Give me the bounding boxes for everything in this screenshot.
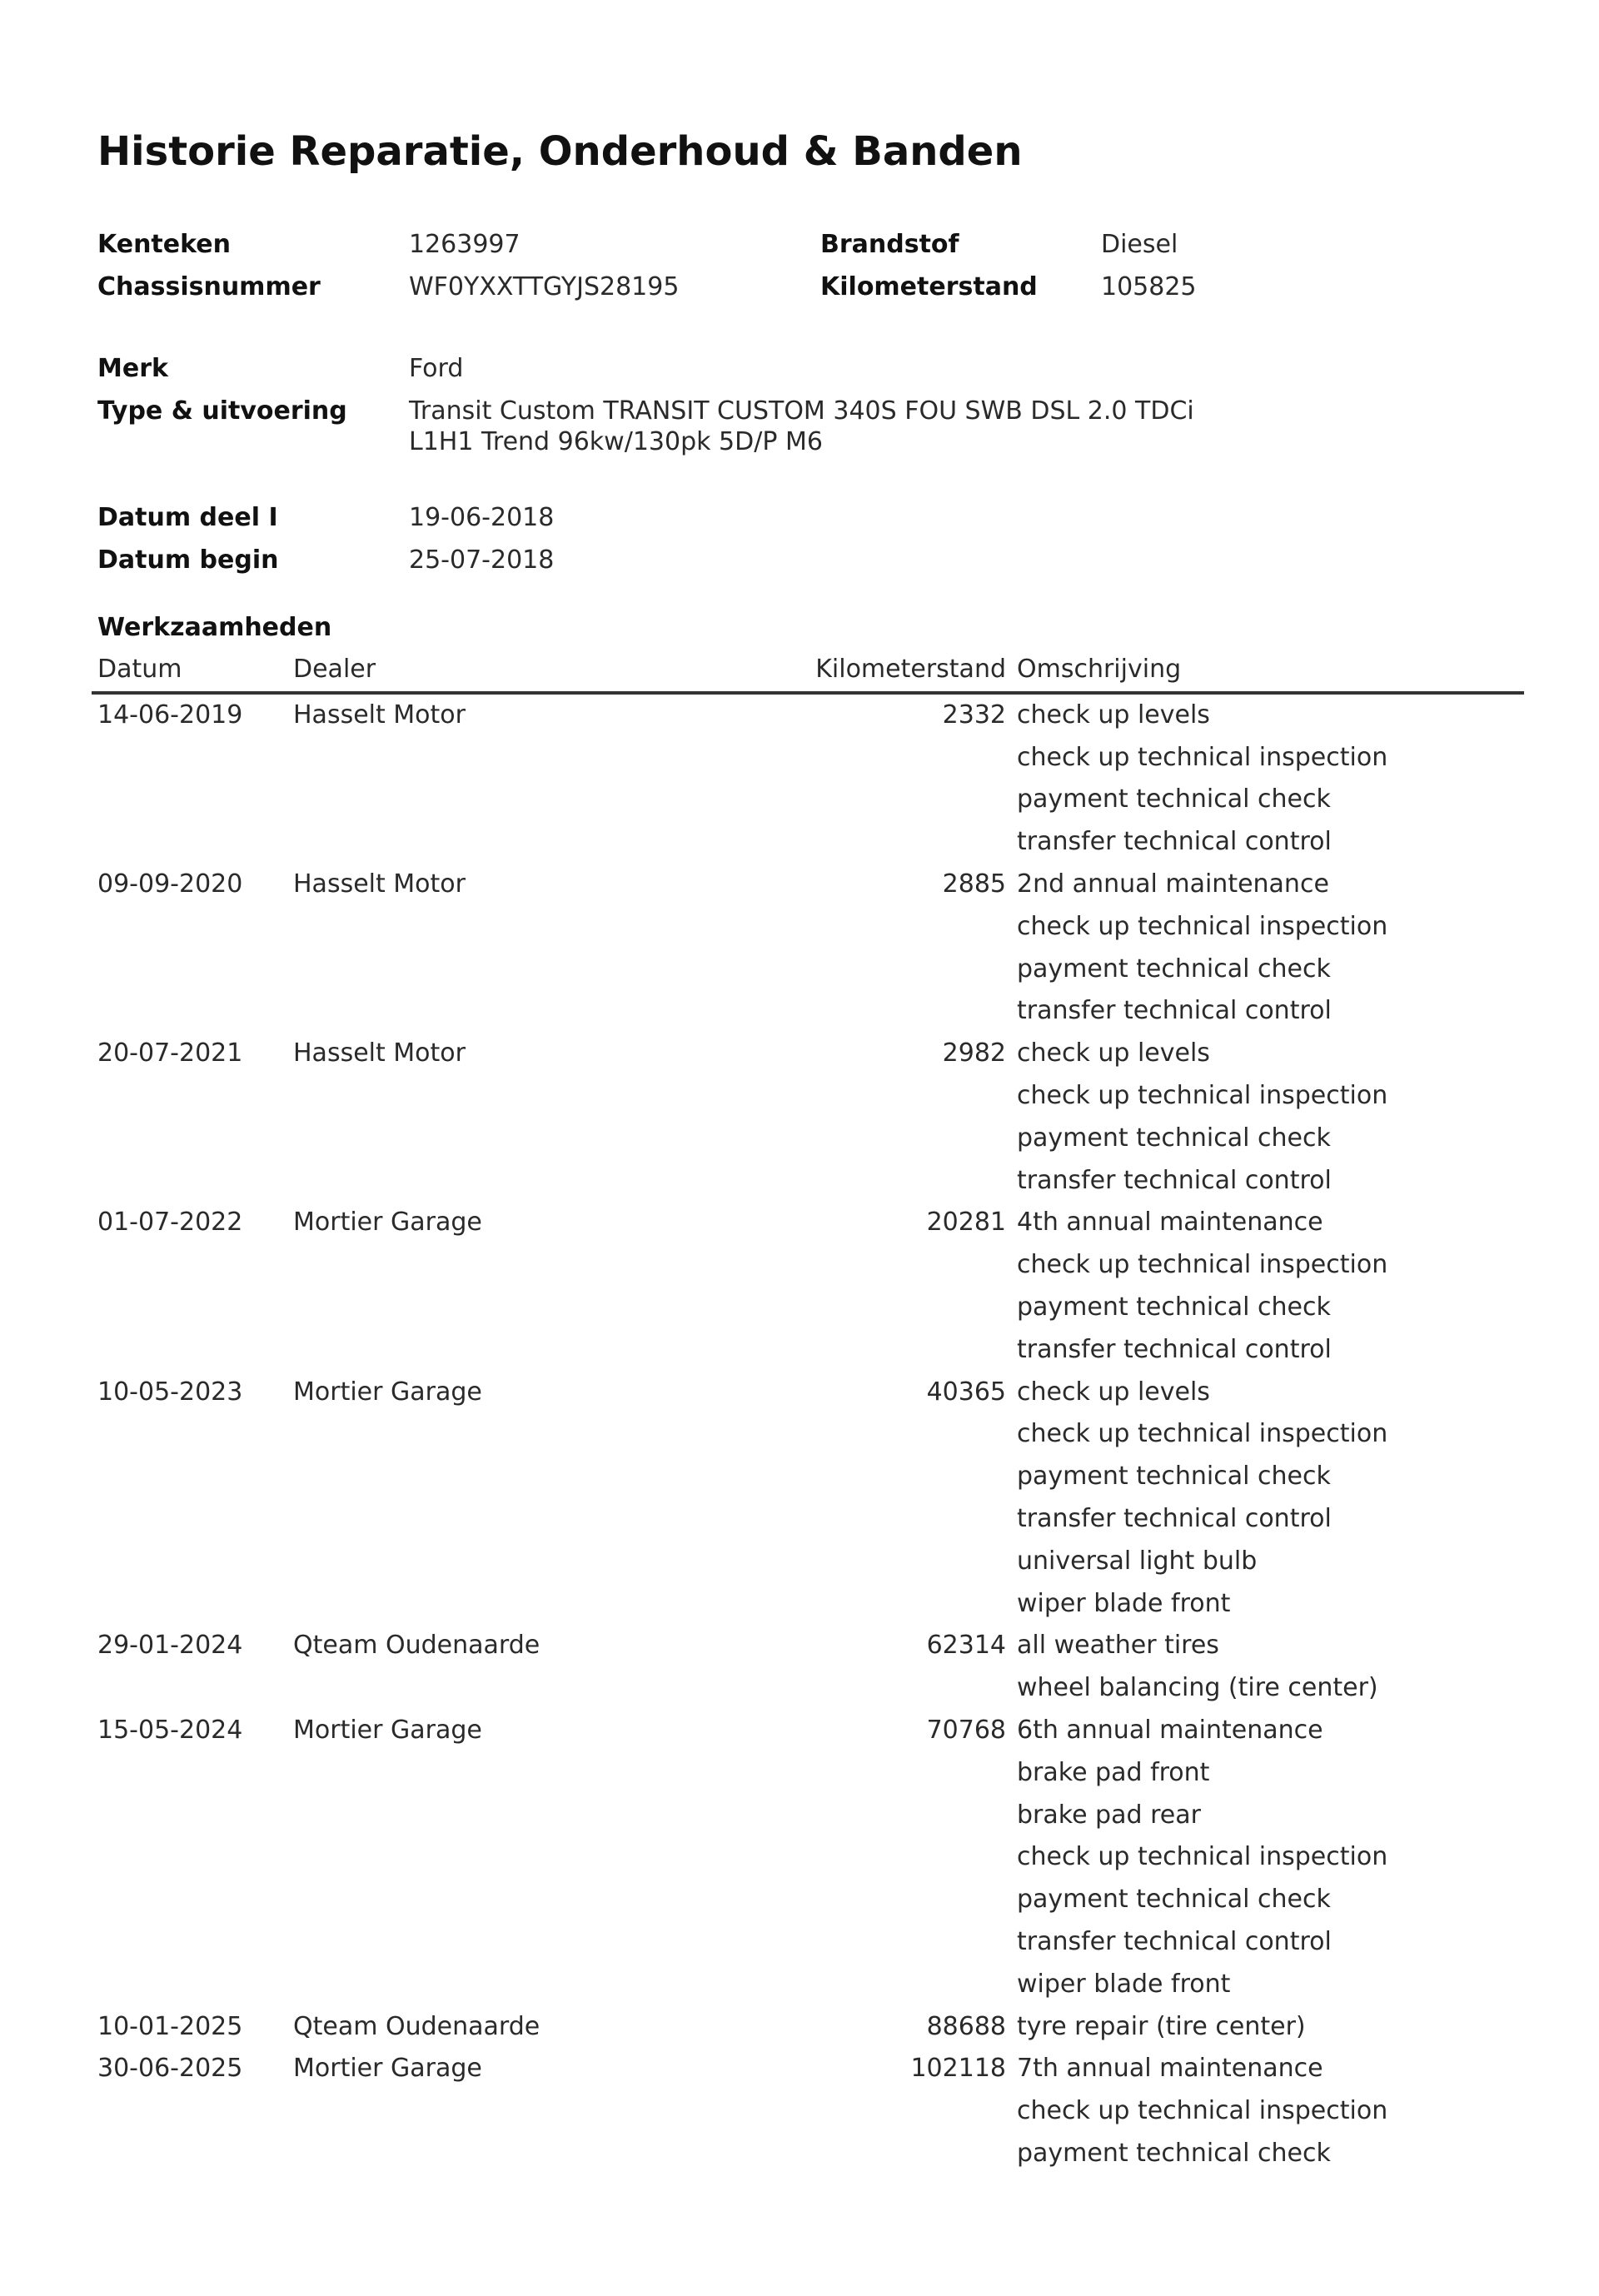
omschrijving-item: check up levels (1017, 1038, 1210, 1068)
table-row (92, 1710, 1524, 2006)
cell-kilometerstand: 2332 (942, 700, 1006, 730)
brandstof-value: Diesel (1101, 230, 1178, 259)
cell-kilometerstand: 40365 (926, 1377, 1006, 1407)
datum-deel-value: 19-06-2018 (409, 503, 555, 532)
cell-datum: 30-06-2025 (97, 2054, 243, 2084)
datum-deel-label: Datum deel I (97, 503, 278, 532)
cell-datum: 14-06-2019 (97, 700, 243, 730)
section-heading-werkzaamheden: Werkzaamheden (97, 613, 332, 642)
cell-omschrijving (1017, 695, 1524, 864)
cell-kilometerstand: 2885 (942, 869, 1006, 899)
omschrijving-item: 2nd annual maintenance (1017, 869, 1329, 899)
omschrijving-item: transfer technical control (1017, 827, 1332, 857)
omschrijving-item: check up technical inspection (1017, 1250, 1388, 1280)
omschrijving-item: 7th annual maintenance (1017, 2054, 1323, 2084)
omschrijving-item: check up technical inspection (1017, 1419, 1388, 1449)
omschrijving-item: transfer technical control (1017, 1503, 1332, 1533)
omschrijving-item: check up technical inspection (1017, 1080, 1388, 1110)
omschrijving-item: check up technical inspection (1017, 1842, 1388, 1872)
cell-dealer: Hasselt Motor (293, 1038, 466, 1068)
vehicle-info (97, 223, 1530, 308)
omschrijving-item: payment technical check (1017, 1292, 1331, 1322)
table-row (92, 2006, 1524, 2049)
cell-dealer: Hasselt Motor (293, 700, 466, 730)
cell-dealer: Mortier Garage (293, 1208, 482, 1238)
cell-omschrijving (1017, 1710, 1524, 2006)
table-row (92, 864, 1524, 1033)
omschrijving-item: transfer technical control (1017, 1926, 1332, 1956)
cell-dealer: Mortier Garage (293, 1715, 482, 1745)
cell-omschrijving (1017, 1625, 1524, 1710)
omschrijving-item: payment technical check (1017, 784, 1331, 814)
cell-omschrijving (1017, 2006, 1524, 2049)
omschrijving-item: tyre repair (tire center) (1017, 2011, 1306, 2041)
cell-datum: 20-07-2021 (97, 1038, 243, 1068)
cell-kilometerstand: 102118 (910, 2054, 1006, 2084)
type-value-line1: Transit Custom TRANSIT CUSTOM 340S FOU SWB DSL 2.0 TDCi (409, 396, 1194, 426)
cell-datum: 01-07-2022 (97, 1208, 243, 1238)
column-header-kilometerstand: Kilometerstand (815, 655, 1006, 684)
datum-begin-label: Datum begin (97, 545, 279, 575)
omschrijving-item: check up technical inspection (1017, 742, 1388, 772)
column-header-dealer: Dealer (293, 655, 376, 684)
page-title: Historie Reparatie, Onderhoud & Banden (97, 128, 1023, 175)
omschrijving-item: payment technical check (1017, 954, 1331, 984)
cell-dealer: Mortier Garage (293, 2054, 482, 2084)
kenteken-label: Kenteken (97, 230, 231, 259)
merk-type-info (97, 347, 1530, 457)
cell-datum: 10-05-2023 (97, 1377, 243, 1407)
cell-datum: 29-01-2024 (97, 1631, 243, 1661)
merk-label: Merk (97, 354, 168, 383)
datum-begin-value: 25-07-2018 (409, 545, 555, 575)
omschrijving-item: 4th annual maintenance (1017, 1208, 1323, 1238)
omschrijving-item: check up levels (1017, 1377, 1210, 1407)
cell-dealer: Qteam Oudenaarde (293, 1631, 540, 1661)
omschrijving-item: payment technical check (1017, 1462, 1331, 1492)
omschrijving-item: payment technical check (1017, 1123, 1331, 1153)
type-value (409, 390, 1325, 457)
chassis-value: WF0YXXTTGYJS28195 (409, 272, 680, 301)
cell-datum: 15-05-2024 (97, 1715, 243, 1745)
brandstof-label: Brandstof (820, 230, 959, 259)
cell-dealer: Mortier Garage (293, 1377, 482, 1407)
omschrijving-item: transfer technical control (1017, 1334, 1332, 1364)
cell-kilometerstand: 70768 (926, 1715, 1006, 1745)
table-row (92, 2048, 1524, 2174)
cell-omschrijving (1017, 1372, 1524, 1626)
omschrijving-item: 6th annual maintenance (1017, 1715, 1323, 1745)
cell-omschrijving (1017, 864, 1524, 1033)
omschrijving-item: wiper blade front (1017, 1969, 1231, 1999)
column-header-datum: Datum (97, 655, 182, 684)
km-value: 105825 (1101, 272, 1197, 301)
cell-kilometerstand: 20281 (926, 1208, 1006, 1238)
cell-dealer: Hasselt Motor (293, 869, 466, 899)
omschrijving-item: brake pad rear (1017, 1800, 1201, 1830)
cell-kilometerstand: 2982 (942, 1038, 1006, 1068)
type-value-line2: L1H1 Trend 96kw/130pk 5D/P M6 (409, 427, 823, 456)
type-label: Type & uitvoering (97, 396, 347, 426)
werkzaamheden-table (92, 649, 1524, 2175)
omschrijving-item: check up technical inspection (1017, 911, 1388, 941)
merk-value: Ford (409, 354, 464, 383)
cell-kilometerstand: 62314 (926, 1631, 1006, 1661)
cell-dealer: Qteam Oudenaarde (293, 2011, 540, 2041)
omschrijving-item: payment technical check (1017, 2138, 1331, 2168)
table-row (92, 1033, 1524, 1202)
cell-datum: 10-01-2025 (97, 2011, 243, 2041)
omschrijving-item: payment technical check (1017, 1885, 1331, 1915)
omschrijving-item: check up technical inspection (1017, 2096, 1388, 2126)
column-header-omschrijving: Omschrijving (1017, 655, 1182, 684)
km-label: Kilometerstand (820, 272, 1038, 301)
chassis-label: Chassisnummer (97, 272, 321, 301)
table-row (92, 1372, 1524, 1626)
omschrijving-item: all weather tires (1017, 1631, 1219, 1661)
table-header (92, 649, 1524, 695)
cell-kilometerstand: 88688 (926, 2011, 1006, 2041)
kenteken-value: 1263997 (409, 230, 521, 259)
omschrijving-item: transfer technical control (1017, 996, 1332, 1026)
omschrijving-item: wheel balancing (tire center) (1017, 1673, 1378, 1703)
cell-datum: 09-09-2020 (97, 869, 243, 899)
spacer (97, 308, 1530, 347)
spacer (97, 457, 1530, 496)
table-body (92, 695, 1524, 2175)
table-row (92, 1625, 1524, 1710)
omschrijving-item: wiper blade front (1017, 1588, 1231, 1618)
omschrijving-item: universal light bulb (1017, 1546, 1258, 1576)
cell-omschrijving (1017, 1202, 1524, 1371)
table-row (92, 695, 1524, 864)
cell-omschrijving (1017, 2048, 1524, 2174)
table-row (92, 1202, 1524, 1371)
omschrijving-item: check up levels (1017, 700, 1210, 730)
datum-info (97, 496, 1530, 581)
cell-omschrijving (1017, 1033, 1524, 1202)
omschrijving-item: brake pad front (1017, 1757, 1210, 1787)
omschrijving-item: transfer technical control (1017, 1165, 1332, 1195)
